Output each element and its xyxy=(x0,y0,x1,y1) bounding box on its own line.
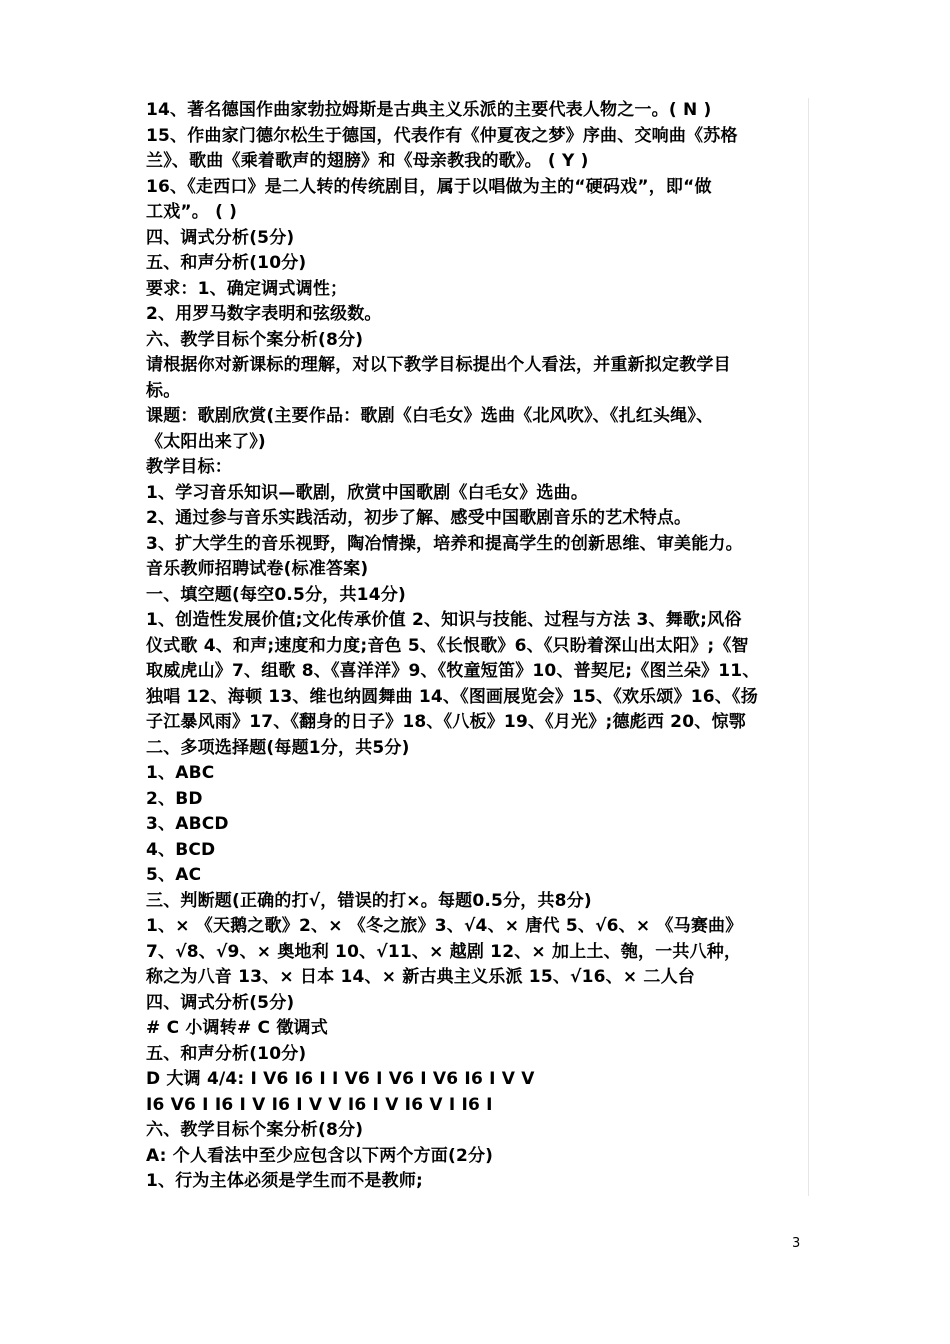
text-line: 4、BCD xyxy=(146,839,216,860)
text-line: 五、和声分析(10分) xyxy=(146,253,307,273)
text-line: 1、ABC xyxy=(146,763,215,783)
text-line: 取威虎山》7、组歌 8、《喜洋洋》9、《牧童短笛》10、普契尼;《图兰朵》11、 xyxy=(146,661,760,681)
text-line: 二、多项选择题(每题1分，共5分) xyxy=(146,737,410,758)
page-body xyxy=(146,98,808,1195)
text-line: 四、调式分析(5分) xyxy=(146,227,295,248)
text-line: 14、著名德国作曲家勃拉姆斯是古典主义乐派的主要代表人物之一。( N ) xyxy=(146,100,712,120)
text-line: 1、创造性发展价值;文化传承价值 2、知识与技能、过程与方法 3、舞歌;风俗 xyxy=(146,610,742,630)
text-line: 2、BD xyxy=(146,788,203,809)
text-line: 1、行为主体必须是学生而不是教师; xyxy=(146,1171,424,1191)
text-line: 称之为八音 13、× 日本 14、× 新古典主义乐派 15、√16、× 二人台 xyxy=(146,967,696,987)
text-line: 六、教学目标个案分析(8分) xyxy=(146,1120,364,1140)
text-line: 四、调式分析(5分) xyxy=(146,992,295,1013)
text-line: # C 小调转# C 徵调式 xyxy=(146,1018,328,1038)
text-line: 要求：1、确定调式调性； xyxy=(146,278,348,299)
text-line: 2、用罗马数字表明和弦级数。 xyxy=(146,304,382,324)
text-line: 3、扩大学生的音乐视野，陶冶情操，培养和提高学生的创新思维、审美能力。 xyxy=(146,533,743,554)
text-line: 兰》、歌曲《乘着歌声的翅膀》和《母亲教我的歌》。 ( Y ) xyxy=(146,151,589,171)
text-line: 标。 xyxy=(146,380,181,401)
text-line: 仪式歌 4、和声;速度和力度;音色 5、《长恨歌》6、《只盼着深山出太阳》;《智 xyxy=(146,635,749,656)
text-line: 独唱 12、海顿 13、维也纳圆舞曲 14、《图画展览会》15、《欢乐颂》16、《扬 xyxy=(146,686,758,707)
text-line: 五、和声分析(10分) xyxy=(146,1043,307,1064)
text-line: 六、教学目标个案分析(8分) xyxy=(146,329,364,350)
text-line: 三、判断题(正确的打√，错误的打×。每题0.5分，共8分) xyxy=(146,890,592,911)
text-line: 5、AC xyxy=(146,865,202,885)
text-line: 教学目标： xyxy=(146,457,232,477)
text-line: 1、× 《天鹅之歌》2、× 《冬之旅》3、√4、× 唐代 5、√6、× 《马赛曲》 xyxy=(146,916,743,936)
text-line: 请根据你对新课标的理解，对以下教学目标提出个人看法，并重新拟定教学目 xyxy=(146,355,731,375)
text-line: A: 个人看法中至少应包含以下两个方面(2分) xyxy=(146,1145,494,1166)
text-line: 一、填空题(每空0.5分，共14分) xyxy=(146,584,406,605)
text-line: I6 V6 I I6 I V I6 I V V I6 I V I6 V I I6 I xyxy=(146,1094,493,1115)
page-number: 3 xyxy=(792,1236,801,1251)
text-line: 工戏”。 ( ) xyxy=(146,202,238,222)
text-line: 1、学习音乐知识—歌剧，欣赏中国歌剧《白毛女》选曲。 xyxy=(146,482,589,503)
text-line: 《太阳出来了》) xyxy=(146,431,266,452)
text-line: D 大调 4/4: I V6 I6 I I V6 I V6 I V6 I6 I V V xyxy=(146,1069,535,1089)
text-line: 7、√8、√9、× 奥地利 10、√11、× 越剧 12、× 加上土、匏，一共八种， xyxy=(146,941,742,962)
text-line: 2、通过参与音乐实践活动，初步了解、感受中国歌剧音乐的艺术特点。 xyxy=(146,508,692,528)
text-line: 3、ABCD xyxy=(146,814,229,834)
text-line: 音乐教师招聘试卷(标准答案) xyxy=(146,559,369,579)
text-line: 课题：歌剧欣赏(主要作品：歌剧《白毛女》选曲《北风吹》、《扎红头绳》、 xyxy=(146,406,714,426)
margin-rule xyxy=(808,98,809,1196)
text-line: 子江暴风雨》17、《翻身的日子》18、《八板》19、《月光》;德彪西 20、惊鄂 xyxy=(146,712,746,732)
text-line: 15、作曲家门德尔松生于德国，代表作有《仲夏夜之梦》序曲、交响曲《苏格 xyxy=(146,125,738,146)
text-line: 16、《走西口》是二人转的传统剧目，属于以唱做为主的“硬码戏”，即“做 xyxy=(146,176,712,197)
